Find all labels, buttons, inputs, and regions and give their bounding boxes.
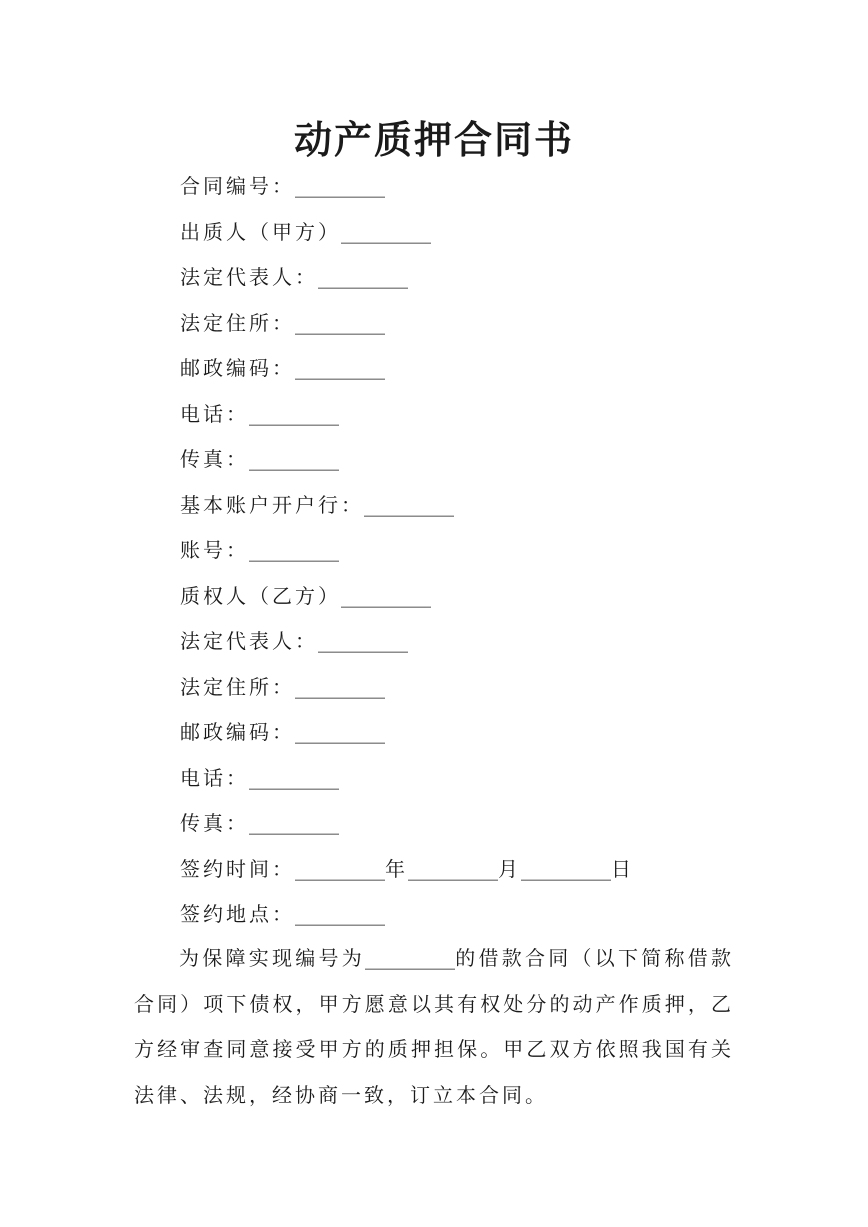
field-label: 法定代表人： (180, 629, 318, 653)
field-label: 邮政编码： (180, 356, 295, 380)
intro-blank: _________ (365, 946, 455, 970)
field-label: 法定代表人： (180, 265, 318, 289)
field-blank: _________ (249, 447, 339, 471)
field-label: 账号： (180, 538, 249, 562)
field-pledgor-fax (180, 437, 780, 483)
field-blank: _________ (249, 538, 339, 562)
field-blank: _________ (295, 174, 385, 198)
field-blank: _________ (295, 310, 385, 335)
intro-part1: 为保障实现编号为 (179, 946, 365, 970)
field-pledgor (180, 210, 780, 256)
field-sign-date (180, 847, 780, 893)
field-blank: _________ (295, 902, 385, 926)
day-blank: _________ (521, 856, 611, 881)
field-label: 传真： (180, 811, 249, 835)
field-label: 传真： (180, 447, 249, 471)
field-pledgor-phone (180, 392, 780, 438)
field-label: 电话： (180, 401, 249, 426)
year-blank: _________ (295, 856, 385, 881)
field-label: 法定住所： (180, 310, 295, 335)
field-blank: _________ (341, 219, 431, 244)
intro-paragraph (134, 936, 734, 1118)
field-label: 邮政编码： (180, 720, 295, 744)
year-label: 年 (385, 856, 408, 881)
field-pledgor-address (180, 301, 780, 347)
field-blank: _________ (295, 674, 385, 699)
field-pledgee-postcode (180, 710, 780, 756)
field-pledgor-representative (180, 255, 780, 301)
field-label: 电话： (180, 765, 249, 790)
month-label: 月 (498, 856, 521, 881)
field-label: 基本账户开户行： (180, 492, 364, 517)
field-label: 出质人（甲方） (180, 219, 341, 244)
party-info-fields (180, 164, 780, 938)
field-sign-place (180, 892, 780, 938)
day-label: 日 (611, 856, 634, 881)
field-label: 法定住所： (180, 674, 295, 699)
field-pledgee-address (180, 665, 780, 711)
field-pledgee (180, 574, 780, 620)
field-blank: _________ (249, 765, 339, 790)
field-label: 质权人（乙方） (180, 583, 341, 608)
field-pledgee-fax (180, 801, 780, 847)
field-blank: _________ (318, 629, 408, 653)
field-blank: _________ (295, 356, 385, 380)
field-label: 签约时间： (180, 856, 295, 881)
field-pledgee-representative (180, 619, 780, 665)
field-blank: _________ (249, 811, 339, 835)
field-pledgor-postcode (180, 346, 780, 392)
field-blank: _________ (295, 720, 385, 744)
field-label: 签约地点： (180, 902, 295, 926)
month-blank: _________ (408, 856, 498, 881)
field-blank: _________ (249, 401, 339, 426)
field-blank: _________ (341, 583, 431, 608)
field-pledgor-account (180, 528, 780, 574)
intro-part2: 的借款合同（以下简称借款合同）项下债权，甲方愿意以其有权处分的动产作质押，乙方经审查同意接受甲方的质押担保。甲乙双方依照我国有关法律、法规，经协商一致，订立本合同。 (134, 946, 734, 1107)
field-pledgor-bank (180, 483, 780, 529)
field-blank: _________ (318, 265, 408, 289)
field-label: 合同编号： (180, 174, 295, 198)
field-pledgee-phone (180, 756, 780, 802)
field-contract-number (180, 164, 780, 210)
document-title: 动产质押合同书 (293, 117, 574, 162)
field-blank: _________ (364, 492, 454, 517)
